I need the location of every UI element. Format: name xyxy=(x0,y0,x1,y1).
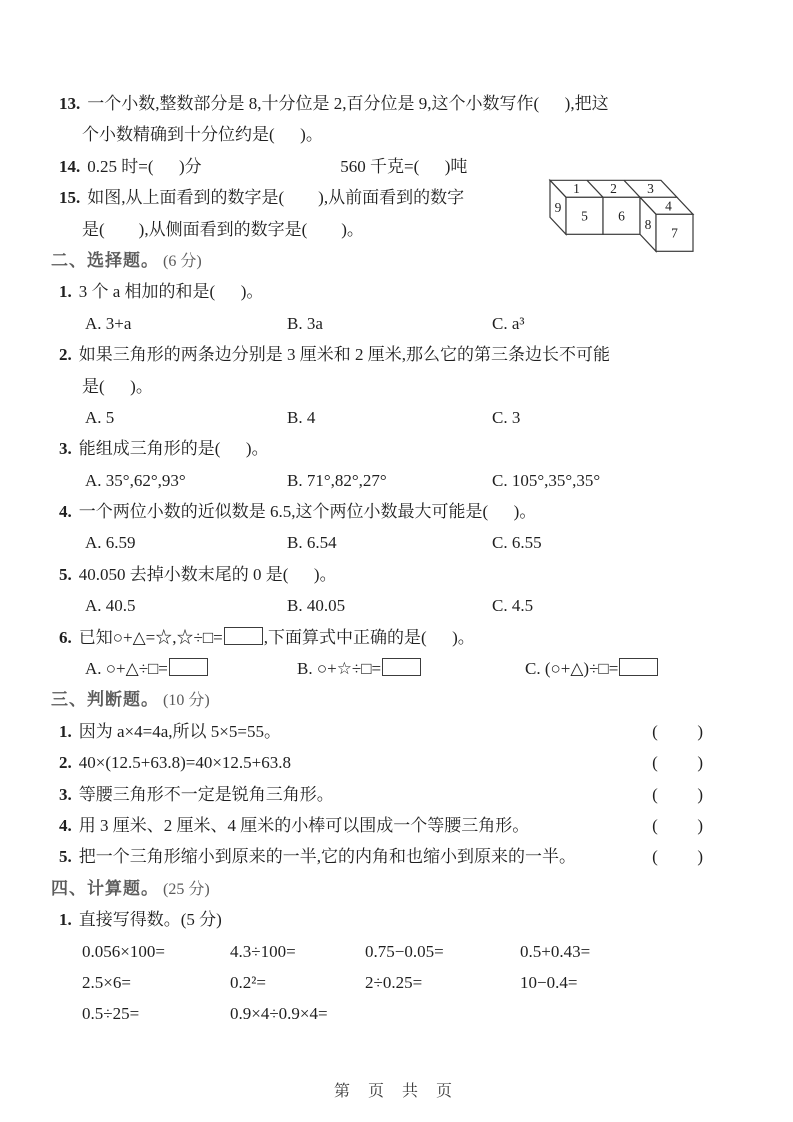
question-stem: 如果三角形的两条边分别是 3 厘米和 2 厘米,那么它的第三条边长不可能 xyxy=(78,345,610,365)
calc-sub-header xyxy=(49,904,733,935)
answer-parentheses: ( ) xyxy=(652,784,705,804)
option-b: B. 71°,82°,27° xyxy=(287,470,387,490)
fill-question-13-line2 xyxy=(49,119,733,150)
question-stem: 3 个 a 相加的和是( )。 xyxy=(78,282,264,302)
question-number: 3. xyxy=(59,439,72,459)
choice-question-3 xyxy=(49,433,733,464)
section-points: (25 分) xyxy=(163,880,210,898)
judge-question-1 xyxy=(49,716,733,747)
cube-face-label: 5 xyxy=(581,208,588,224)
option-c: C. 4.5 xyxy=(492,596,534,616)
calc-expression: 4.3÷100= xyxy=(230,941,296,961)
option-b: B. 40.05 xyxy=(287,596,346,616)
choice-question-1-options xyxy=(49,308,733,339)
section-judge-header xyxy=(49,684,733,715)
calc-expression: 2.5×6= xyxy=(82,972,131,992)
calc-expression: 0.056×100= xyxy=(82,941,165,961)
question-stem: 一个两位小数的近似数是 6.5,这个两位小数最大可能是( )。 xyxy=(78,502,537,522)
section-points: (10 分) xyxy=(163,692,210,710)
choice-question-2-line2 xyxy=(49,371,733,402)
section-title: 二、选择题。 xyxy=(51,250,159,270)
calc-row-2 xyxy=(49,967,733,998)
cube-face-label: 7 xyxy=(671,225,678,241)
question-number: 1. xyxy=(59,910,72,930)
section-calc-header xyxy=(49,873,733,904)
option-a: A. 40.5 xyxy=(85,596,136,616)
option-b: B. 6.54 xyxy=(287,533,337,553)
question-text-left: 0.25 时=( )分 xyxy=(87,156,202,176)
answer-box xyxy=(169,658,208,676)
judge-question-5 xyxy=(49,841,733,872)
option-a: A. 3+a xyxy=(85,313,132,333)
cube-face-label: 8 xyxy=(644,217,652,232)
question-number: 1. xyxy=(59,721,72,741)
answer-parentheses: ( ) xyxy=(652,815,705,835)
cube-face-label: 1 xyxy=(573,181,580,196)
option-a: A. ○+△÷□= xyxy=(85,653,297,684)
question-number: 5. xyxy=(59,847,72,867)
question-stem-continued: 是( )。 xyxy=(82,376,153,396)
calc-expression: 0.2²= xyxy=(230,972,266,992)
option-b: B. 3a xyxy=(287,313,323,333)
question-text: 因为 a×4=4a,所以 5×5=55。 xyxy=(78,721,281,741)
option-b: B. ○+☆÷□= xyxy=(297,653,525,684)
option-c: C. 105°,35°,35° xyxy=(492,470,601,490)
cube-face-label: 2 xyxy=(610,181,617,196)
option-a: A. 6.59 xyxy=(85,533,136,553)
calc-expression: 0.9×4÷0.9×4= xyxy=(230,1004,328,1024)
option-a: A. 5 xyxy=(85,407,115,427)
option-c: C. 6.55 xyxy=(492,533,542,553)
cube-face-label: 4 xyxy=(665,198,672,214)
sub-title: 直接写得数。(5 分) xyxy=(78,910,222,930)
option-c: C. a³ xyxy=(492,313,525,333)
answer-parentheses: ( ) xyxy=(652,721,705,741)
choice-question-2 xyxy=(49,339,733,370)
calc-expression: 2÷0.25= xyxy=(365,972,423,992)
fill-question-13 xyxy=(49,88,733,119)
option-a: A. 35°,62°,93° xyxy=(85,470,186,490)
choice-question-5-options xyxy=(49,590,733,621)
answer-parentheses: ( ) xyxy=(652,753,705,773)
cube-face-label: 9 xyxy=(554,200,562,215)
question-number: 13. xyxy=(59,94,81,113)
answer-parentheses: ( ) xyxy=(652,847,705,867)
choice-question-1 xyxy=(49,276,733,307)
section-points: (6 分) xyxy=(163,252,202,270)
question-text: 是( ),从侧面看到的数字是( )。 xyxy=(82,219,364,239)
question-number: 1. xyxy=(59,282,72,302)
answer-box xyxy=(619,658,658,676)
calc-expression: 0.5+0.43= xyxy=(520,941,591,961)
choice-question-2-options xyxy=(49,402,733,433)
question-text: 用 3 厘米、2 厘米、4 厘米的小棒可以围成一个等腰三角形。 xyxy=(78,815,530,835)
choice-question-4-options xyxy=(49,527,733,558)
section-title: 四、计算题。 xyxy=(51,878,159,898)
cube-face-label: 6 xyxy=(618,208,625,224)
question-number: 4. xyxy=(59,502,72,522)
choice-question-6 xyxy=(49,622,733,653)
question-number: 14. xyxy=(59,156,81,176)
question-number: 3. xyxy=(59,784,72,804)
question-number: 5. xyxy=(59,564,72,584)
calc-row-3 xyxy=(49,998,733,1029)
choice-question-4 xyxy=(49,496,733,527)
calc-expression: 0.5÷25= xyxy=(82,1004,140,1024)
section-title: 三、判断题。 xyxy=(51,690,159,710)
cube-face-label: 3 xyxy=(647,181,654,196)
option-c: C. (○+△)÷□= xyxy=(525,653,733,684)
judge-question-2 xyxy=(49,747,733,778)
judge-question-4 xyxy=(49,810,733,841)
calc-row-1 xyxy=(49,936,733,967)
option-b: B. 4 xyxy=(287,407,316,427)
question-number: 2. xyxy=(59,345,72,365)
choice-question-6-options xyxy=(49,653,733,684)
question-text: 个小数精确到十分位约是( )。 xyxy=(82,125,323,145)
answer-box xyxy=(382,658,421,676)
question-text: 把一个三角形缩小到原来的一半,它的内角和也缩小到原来的一半。 xyxy=(78,847,576,867)
question-stem: 已知○+△=☆,☆÷□= ,下面算式中正确的是( )。 xyxy=(78,627,475,647)
question-text: 40×(12.5+63.8)=40×12.5+63.8 xyxy=(78,753,292,773)
question-number: 6. xyxy=(59,627,72,647)
question-number: 4. xyxy=(59,815,72,835)
question-number: 2. xyxy=(59,753,72,773)
judge-question-3 xyxy=(49,779,733,810)
question-text-right: 560 千克=( )吨 xyxy=(340,156,468,176)
question-number: 15. xyxy=(59,188,81,208)
answer-box xyxy=(224,627,263,645)
choice-question-5 xyxy=(49,559,733,590)
cubes-figure xyxy=(546,172,698,256)
calc-expression: 10−0.4= xyxy=(520,972,578,992)
question-text: 一个小数,整数部分是 8,十分位是 2,百分位是 9,这个小数写作( ),把这 xyxy=(87,94,609,113)
choice-question-3-options xyxy=(49,465,733,496)
question-text: 等腰三角形不一定是锐角三角形。 xyxy=(78,784,334,804)
option-c: C. 3 xyxy=(492,407,521,427)
calc-expression: 0.75−0.05= xyxy=(365,941,444,961)
question-stem: 能组成三角形的是( )。 xyxy=(78,439,269,459)
question-text: 如图,从上面看到的数字是( ),从前面看到的数字 xyxy=(87,188,465,208)
page-footer: 第 页 共 页 xyxy=(333,1083,459,1100)
question-stem: 40.050 去掉小数末尾的 0 是( )。 xyxy=(78,564,337,584)
